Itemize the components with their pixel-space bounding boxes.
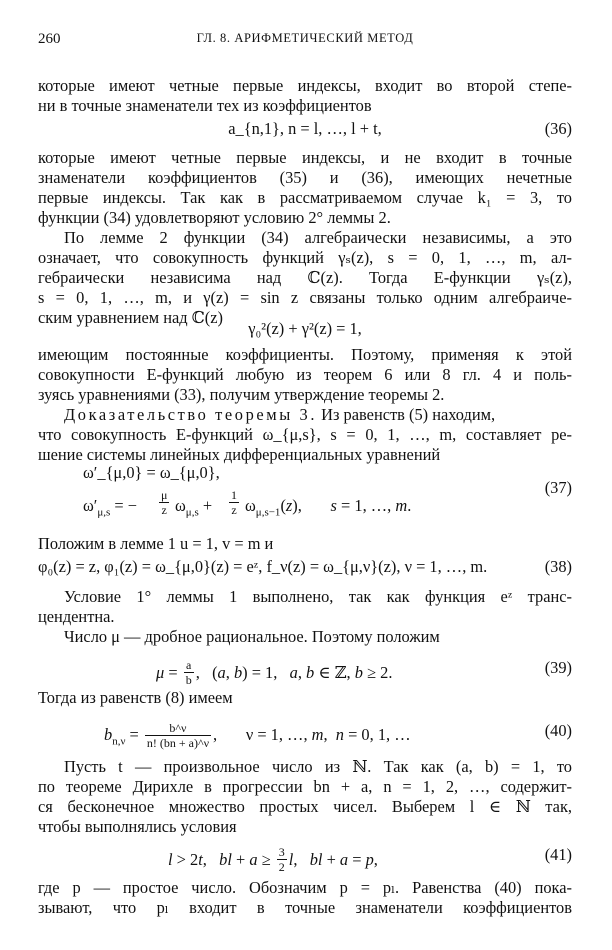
equation-39 [38, 652, 572, 687]
text-line: знаменатели коэффициентов (35) и (36), имеющих нечетные [38, 168, 572, 187]
equation-number: (37) [544, 478, 572, 497]
text-line: совокупности E-функций любую из теорем 6 или 8 гл. 4 и поль- [38, 365, 572, 384]
equation-formula: $b_{n,\nu}$ = $\frac{b\^{}\nu}{n! (bn + a)\^{}\nu}$ , ν = 1, …, m, n = 0, 1, … [104, 721, 411, 750]
equation-formula: φ₀(z) = z, φ₁(z) = ω_{μ,0}(z) = eᶻ, f_ν(z) = ω_{μ,ν}(z), ν = 1, …, m. [38, 557, 488, 576]
running-title: ГЛ. 8. АРИФМЕТИЧЕСКИЙ МЕТОД [196, 31, 414, 45]
equation-number: (36) [544, 119, 572, 138]
text-line: гебраически независима над ℂ(z). Тогда E-функции γₛ(z), [38, 268, 572, 287]
page-header [38, 31, 572, 51]
text-line: Условие 1° леммы 1 выполнено, так как функция eᶻ транс- [64, 587, 572, 606]
text-line: Тогда из равенств (8) имеем [38, 688, 233, 707]
equation-number: (38) [544, 557, 572, 576]
fraction-one-over-z: $\frac{1}{z}$ [231, 488, 237, 517]
text-line: цендентна. [38, 607, 115, 626]
equation-number: (41) [544, 845, 572, 864]
equation-40 [38, 711, 572, 750]
text-line: означает, что совокупность функций γₛ(z), s = 0, 1, …, m, ал- [38, 248, 572, 267]
text-line: ся бесконечное множество простых чисел. Выберем l ∈ ℕ так, [38, 797, 572, 816]
equation-37-line-2: $\omega'_{\mu,s}$ = − $\frac{\mu}{z}$ $\omega_{\mu,s}$ + $\frac{1}{z}$ $\omega_{\mu,s-1}(z)$, s = 1, …, m. (37) [83, 478, 572, 519]
equation-number: (40) [544, 721, 572, 740]
page-number: 260 [38, 31, 61, 47]
text-line: Положим в лемме 1 u = 1, v = m и [38, 534, 274, 553]
equation-formula: μ = $\frac{a}{b}$ , (a, b) = 1, a, b ∈ ℤ, b ≥ 2. [156, 658, 393, 687]
equation-formula: l > 2t, bl + a ≥ $\frac{3}{2}$ l, bl + a = p, [168, 845, 378, 874]
text-line: по теореме Дирихле в прогрессии bn + a, n = 1, 2, …, содержит- [38, 777, 572, 796]
equation-number: (39) [544, 658, 572, 677]
text-line: зуясь уравнениями (33), получим утверждение теоремы 2. [38, 385, 445, 404]
fraction-mu-over-z: $\frac{\mu}{z}$ [161, 488, 168, 517]
text-line: По лемме 2 функции (34) алгебраически независимы, а это [64, 228, 572, 247]
text-line: Число μ — дробное рациональное. Поэтому положим [64, 627, 440, 646]
text-line: первые индексы. Так как в рассматриваемом случае k₁ = 3, то [38, 188, 572, 207]
equation-formula: ω′_{μ,0} = ω_{μ,0}, [83, 463, 220, 482]
text-line: имеющим постоянные коэффициенты. Поэтому, применяя к этой [38, 345, 572, 364]
text-line: чтобы выполнялись условия [38, 817, 237, 836]
text-line: где p — простое число. Обозначим p = pₗ. Равенства (40) пока- [38, 878, 572, 897]
proof-text: Из равенств (5) находим, [321, 405, 496, 424]
equation-formula: γ₀²(z) + γ²(z) = 1, [248, 319, 362, 338]
text-line: зывают, что pₗ входит в точные знаменатели коэффициентов [38, 898, 572, 917]
text-line: которые имеют четные первые индексы, входит во второй степе- [38, 76, 572, 95]
text-line: которые имеют четные первые индексы, и не входит в точные [38, 148, 572, 167]
text-line: ни в точные знаменатели тех из коэффициентов [38, 96, 372, 115]
equation-formula: a_{n,1}, n = l, …, l + t, [228, 119, 382, 138]
text-line: s = 0, 1, …, m, и γ(z) = sin z связаны только одним алгебраиче- [38, 288, 572, 307]
equation-41 [38, 838, 572, 874]
text-line: шение системы линейных дифференциальных уравнений [38, 445, 441, 464]
proof-heading: Доказательство теоремы 3. [64, 405, 318, 424]
text-line [38, 405, 572, 425]
text-line: Пусть t — произвольное число из ℕ. Так как (a, b) = 1, то [64, 757, 572, 776]
text-line: ским уравнением над ℂ(z) [38, 308, 223, 327]
text-line: функции (34) удовлетворяют условию 2° леммы 2. [38, 208, 391, 227]
text-line: что совокупность E-функций ω_{μ,s}, s = 0, 1, …, m, составляет ре- [38, 425, 572, 444]
equation-37-line-1 [83, 463, 433, 483]
